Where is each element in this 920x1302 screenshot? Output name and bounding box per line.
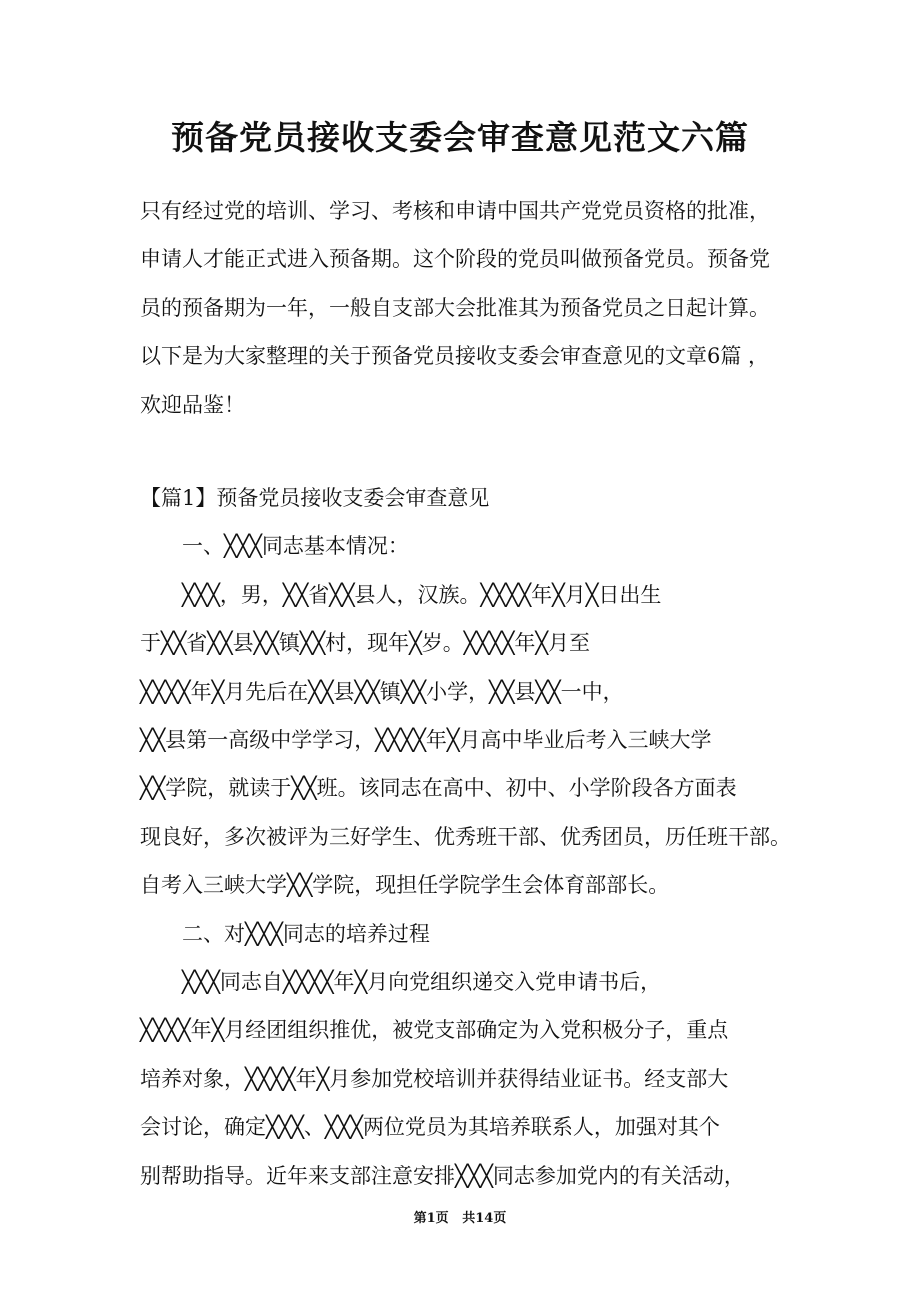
text-line: ╳╳╳╳年╳月经团组织推优，被党支部确定为入党积极分子，重点 [140,1018,729,1043]
text-line: ╳╳学院，就读于╳╳班。该同志在高中、初中、小学阶段各方面表 [140,776,737,801]
text-line: 现良好，多次被评为三好学生、优秀班干部、优秀团员，历任班干部。 [140,824,791,849]
text-line: 以下是为大家整理的关于预备党员接收支委会审查意见的文章6篇 ， [140,344,770,369]
text-line: ╳╳╳╳年╳月先后在╳╳县╳╳镇╳╳小学，╳╳县╳╳一中， [140,679,624,704]
text-line: 员的预备期为一年，一般自支部大会批准其为预备党员之日起计算。 [140,295,770,320]
part1-heading: 一、╳╳╳同志基本情况： [182,534,409,559]
text-line: 只有经过党的培训、学习、考核和申请中国共产党党员资格的批准， [140,199,770,223]
text-line: 欢迎品鉴！ [140,392,245,417]
page-footer: 第1页 共14页 [413,1211,507,1226]
text-line: ╳╳╳同志自╳╳╳╳年╳月向党组织递交入党申请书后， [182,970,662,995]
text-line: 会讨论，确定╳╳╳、╳╳╳两位党员为其培养联系人，加强对其个 [140,1115,720,1140]
part2-heading: 二、对╳╳╳同志的培养过程 [182,921,430,946]
document-title: 预备党员接收支委会审查意见范文六篇 [171,118,749,157]
text-line: 自考入三峡大学╳╳学院，现担任学院学生会体育部部长。 [140,873,670,898]
section-1 [140,474,790,1200]
text-line: 培养对象，╳╳╳╳年╳月参加党校培训并获得结业证书。经支部大 [140,1066,729,1091]
intro-paragraph [140,187,790,429]
text-line: 别帮助指导。近年来支部注意安排╳╳╳同志参加党内的有关活动， [140,1163,745,1188]
text-line: 申请人才能正式进入预备期。这个阶段的党员叫做预备党员。预备党 [140,247,770,272]
text-line: ╳╳县第一高级中学学习，╳╳╳╳年╳月高中毕业后考入三峡大学 [140,728,712,753]
text-line: ╳╳╳，男，╳╳省╳╳县人，汉族。╳╳╳╳年╳月╳日出生 [182,582,662,607]
section-heading: 【篇1】预备党员接收支委会审查意见 [140,486,490,510]
text-line: 于╳╳省╳╳县╳╳镇╳╳村，现年╳岁。╳╳╳╳年╳月至 [140,631,591,656]
